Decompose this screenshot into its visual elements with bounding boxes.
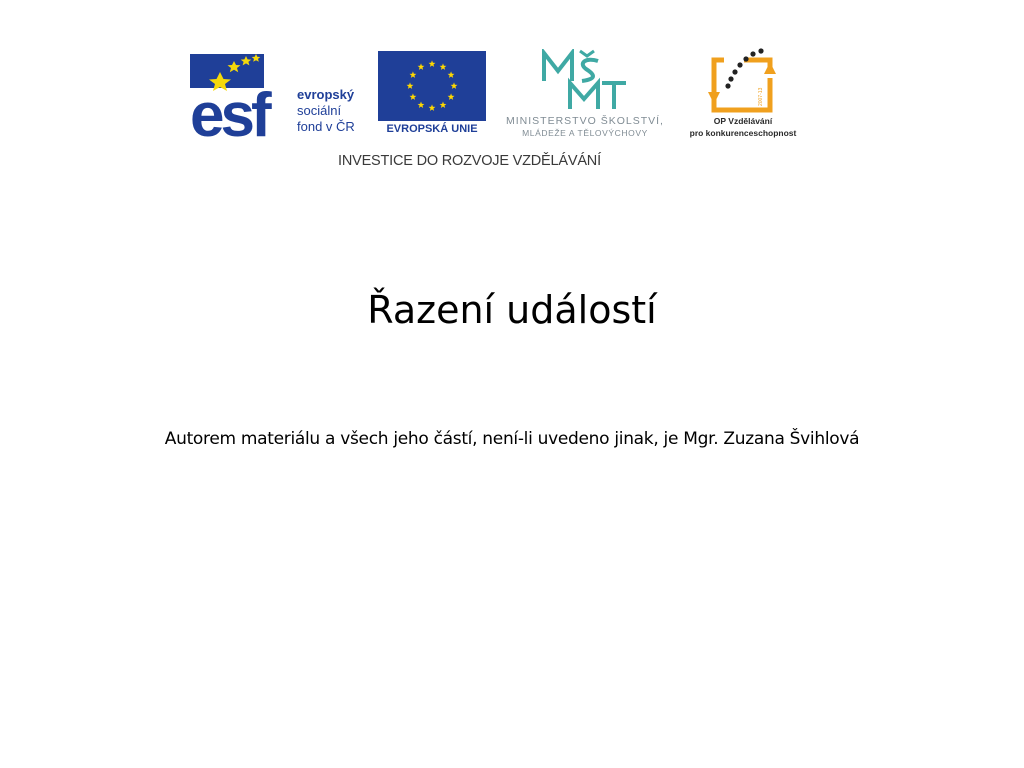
slide-title: Řazení událostí bbox=[367, 288, 657, 332]
eu-flag-icon bbox=[378, 51, 486, 121]
op-logo bbox=[682, 48, 804, 142]
slide-subtitle: Autorem materiálu a všech jeho částí, není-li uvedeno jinak, je Mgr. Zuzana Švihlová bbox=[164, 429, 860, 449]
msmt-line-1: MINISTERSTVO ŠKOLSTVÍ, bbox=[506, 115, 664, 127]
op-line-1: OP Vzdělávání bbox=[713, 116, 773, 126]
svg-text:2007-13: 2007-13 bbox=[758, 87, 764, 106]
msmt-logo-icon bbox=[542, 49, 628, 113]
msmt-logo bbox=[492, 49, 678, 141]
esf-logo-icon bbox=[190, 50, 300, 140]
eu-logo bbox=[378, 51, 486, 141]
eu-caption: EVROPSKÁ UNIE bbox=[386, 123, 478, 135]
op-line-2: pro konkurenceschopnost bbox=[689, 128, 797, 138]
esf-logo bbox=[190, 50, 372, 140]
esf-text bbox=[297, 87, 355, 135]
esf-line-3: fond v ČR bbox=[297, 119, 355, 134]
msmt-line-2: MLÁDEŽE A TĚLOVÝCHOVY bbox=[522, 128, 648, 138]
esf-line-2: sociální bbox=[297, 103, 342, 118]
logo-bar bbox=[0, 0, 1024, 180]
op-vzdelavani-logo-icon bbox=[704, 48, 782, 114]
tagline: INVESTICE DO ROZVOJE VZDĚLÁVÁNÍ bbox=[338, 153, 601, 169]
esf-line-1: evropský bbox=[297, 87, 355, 102]
svg-text:esf: esf bbox=[190, 81, 268, 140]
